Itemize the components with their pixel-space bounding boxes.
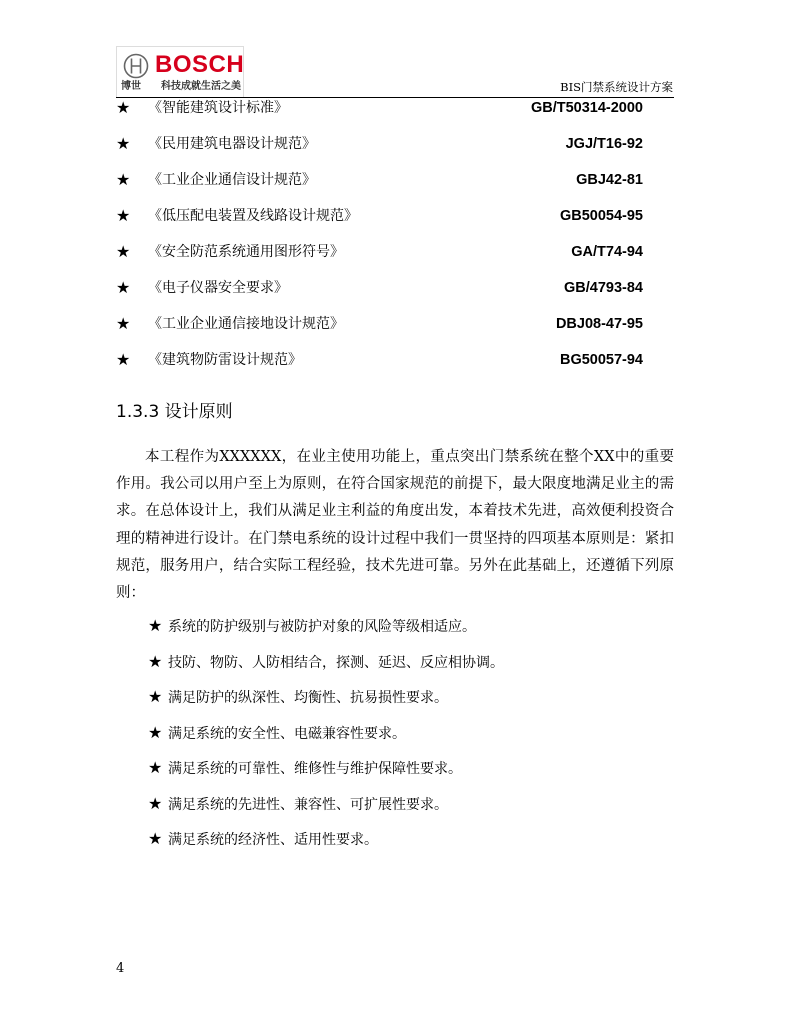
standard-item xyxy=(116,205,643,241)
bosch-armature-icon xyxy=(123,53,149,79)
principle-text: 满足系统的先进性、兼容性、可扩展性要求。 xyxy=(168,796,448,813)
standard-item xyxy=(116,133,643,169)
standard-name: 《智能建筑设计标准》 xyxy=(148,100,288,116)
star-bullet-icon: ★ xyxy=(116,314,131,333)
star-bullet-icon: ★ xyxy=(116,170,131,189)
standard-item xyxy=(116,241,643,277)
star-bullet-icon: ★ xyxy=(148,722,163,742)
principle-item xyxy=(148,828,504,864)
principle-text: 满足系统的安全性、电磁兼容性要求。 xyxy=(168,725,406,742)
standard-code: GB50054-95 xyxy=(559,208,643,224)
star-bullet-icon: ★ xyxy=(148,829,163,848)
standard-item xyxy=(116,169,643,205)
standard-name: 《电子仪器安全要求》 xyxy=(148,280,288,296)
star-bullet-icon: ★ xyxy=(148,651,163,671)
star-bullet-icon: ★ xyxy=(148,616,163,635)
principles-list xyxy=(148,615,504,864)
standard-name: 《民用建筑电器设计规范》 xyxy=(148,136,316,152)
star-bullet-icon: ★ xyxy=(116,206,131,225)
principle-item xyxy=(148,651,504,687)
star-bullet-icon: ★ xyxy=(116,350,131,369)
brand-chinese-name: 博世 xyxy=(121,81,141,92)
bosch-logo xyxy=(116,46,244,98)
body-paragraph: 本工程作为XXXXXX，在业主使用功能上，重点突出门禁系统在整个XX中的重要作用。我公司以用户至上为原则，在符合国家规范的前提下，最大限度地满足业主的需求。在总体设计上，我们从满足业主利益的角度出发，本着技术先进，高效便利投资合理的精神进行设计。在门禁电系统的设计过程中我们一贯坚持的四项基本原则是：紧扣规范，服务用户，结合实际工程经验，技术先进可靠。另外在此基础上，还遵循下列原则： xyxy=(116,449,674,602)
standard-name: 《低压配电装置及线路设计规范》 xyxy=(148,208,358,224)
principle-item xyxy=(148,793,504,829)
standard-item xyxy=(116,349,643,385)
star-bullet-icon: ★ xyxy=(148,687,163,706)
principle-item xyxy=(148,686,504,722)
standard-name: 《安全防范系统通用图形符号》 xyxy=(148,244,344,260)
principle-text: 满足防护的纵深性、均衡性、抗易损性要求。 xyxy=(168,690,448,706)
star-bullet-icon: ★ xyxy=(116,134,131,153)
standard-code: JGJ/T16-92 xyxy=(565,136,643,152)
brand-subline xyxy=(121,80,241,94)
section-heading: 1.3.3 设计原则 xyxy=(116,402,233,422)
brand-slogan: 科技成就生活之美 xyxy=(161,81,241,92)
standards-list xyxy=(116,97,643,385)
standard-item xyxy=(116,313,643,349)
principle-text: 满足系统的经济性、适用性要求。 xyxy=(168,832,378,848)
principle-item xyxy=(148,757,504,793)
standard-code: BG50057-94 xyxy=(559,352,643,368)
brand-name: BOSCH xyxy=(155,51,245,78)
principle-text: 技防、物防、人防相结合，探测、延迟、反应相协调。 xyxy=(168,654,504,671)
principle-text: 满足系统的可靠性、维修性与维护保障性要求。 xyxy=(168,761,462,777)
star-bullet-icon: ★ xyxy=(148,793,163,813)
star-bullet-icon: ★ xyxy=(116,278,131,297)
page-number: 4 xyxy=(116,961,125,976)
star-bullet-icon: ★ xyxy=(116,242,131,261)
standard-item xyxy=(116,97,643,133)
principle-item xyxy=(148,615,504,651)
star-bullet-icon: ★ xyxy=(148,758,163,777)
standard-code: GBJ42-81 xyxy=(576,172,643,188)
principle-text: 系统的防护级别与被防护对象的风险等级相适应。 xyxy=(168,619,476,635)
document-title: BIS门禁系统设计方案 xyxy=(560,80,673,94)
standard-name: 《建筑物防雷设计规范》 xyxy=(148,352,302,368)
standard-item xyxy=(116,277,643,313)
standard-code: DBJ08-47-95 xyxy=(555,316,643,332)
standard-name: 《工业企业通信接地设计规范》 xyxy=(148,316,344,332)
standard-code: GB/4793-84 xyxy=(564,280,643,296)
standard-code: GA/T74-94 xyxy=(571,244,643,260)
standard-name: 《工业企业通信设计规范》 xyxy=(148,172,316,188)
star-bullet-icon: ★ xyxy=(116,98,131,117)
principle-item xyxy=(148,722,504,758)
standard-code: GB/T50314-2000 xyxy=(530,100,643,116)
